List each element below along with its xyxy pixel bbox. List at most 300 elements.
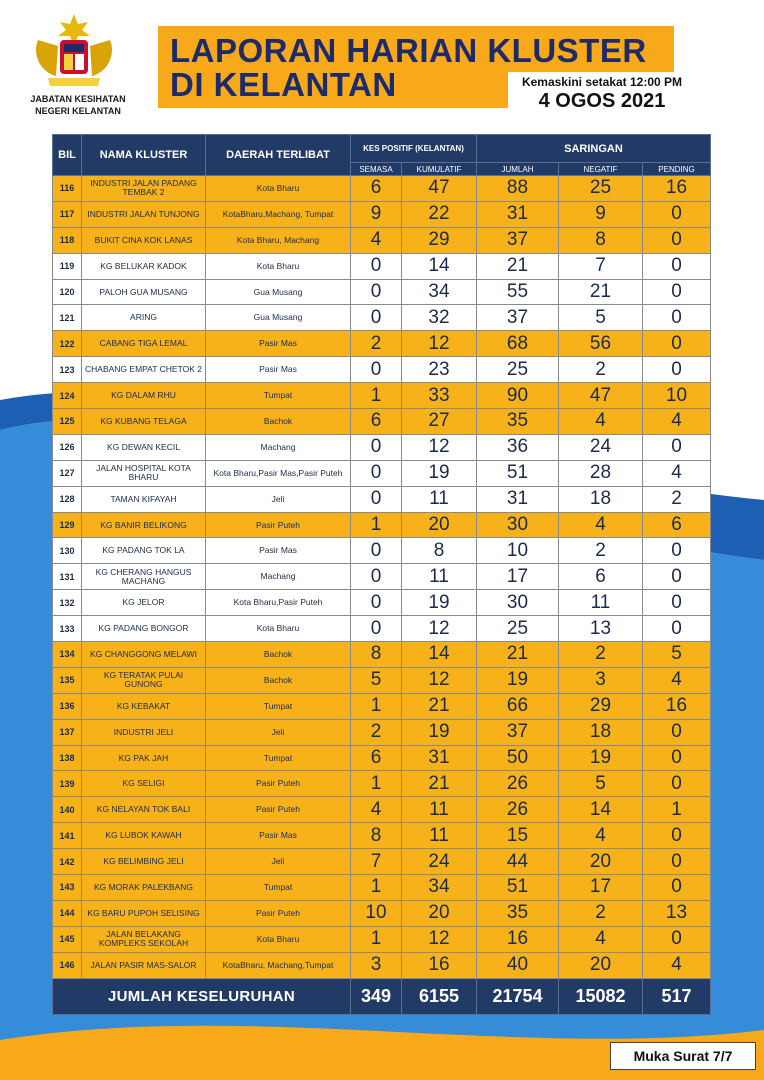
- cell-semasa: 1: [351, 512, 402, 538]
- table-row: [53, 667, 711, 693]
- cell-bil: 140: [53, 797, 82, 823]
- cell-bil: 127: [53, 460, 82, 486]
- cell-jumlah: 37: [477, 719, 559, 745]
- cell-pending: 0: [643, 849, 711, 875]
- cell-kumulatif: 19: [402, 719, 477, 745]
- cell-jumlah: 37: [477, 305, 559, 331]
- cell-pending: 5: [643, 642, 711, 668]
- cell-semasa: 6: [351, 745, 402, 771]
- table-row: [53, 771, 711, 797]
- cell-semasa: 2: [351, 331, 402, 357]
- cell-negatif: 18: [559, 486, 643, 512]
- cell-pending: 0: [643, 719, 711, 745]
- cell-nama-kluster: KG LUBOK KAWAH: [82, 823, 206, 849]
- table-row: [53, 926, 711, 952]
- table-row: [53, 331, 711, 357]
- cell-kumulatif: 23: [402, 357, 477, 383]
- table-row: [53, 875, 711, 901]
- cell-nama-kluster: KG NELAYAN TOK BALI: [82, 797, 206, 823]
- cell-daerah: Pasir Mas: [206, 331, 351, 357]
- cell-daerah: Tumpat: [206, 693, 351, 719]
- total-negatif: 15082: [559, 978, 643, 1014]
- update-date: 4 OGOS 2021: [538, 90, 666, 112]
- cell-nama-kluster: KG MORAK PALEKBANG: [82, 875, 206, 901]
- total-semasa: 349: [351, 978, 402, 1014]
- cell-negatif: 2: [559, 357, 643, 383]
- cell-pending: 16: [643, 176, 711, 202]
- cell-semasa: 0: [351, 564, 402, 590]
- cell-kumulatif: 21: [402, 693, 477, 719]
- cell-bil: 146: [53, 952, 82, 978]
- cell-daerah: Tumpat: [206, 875, 351, 901]
- cell-kumulatif: 14: [402, 253, 477, 279]
- cell-nama-kluster: KG SELIGI: [82, 771, 206, 797]
- cell-kumulatif: 12: [402, 434, 477, 460]
- cell-jumlah: 68: [477, 331, 559, 357]
- cell-bil: 118: [53, 227, 82, 253]
- cell-semasa: 0: [351, 538, 402, 564]
- cell-semasa: 6: [351, 409, 402, 435]
- table-row: [53, 952, 711, 978]
- table-row: [53, 512, 711, 538]
- cell-bil: 125: [53, 409, 82, 435]
- cell-bil: 116: [53, 176, 82, 202]
- cell-pending: 0: [643, 227, 711, 253]
- cell-kumulatif: 34: [402, 279, 477, 305]
- cell-negatif: 4: [559, 512, 643, 538]
- cell-daerah: Kota Bharu: [206, 253, 351, 279]
- cell-negatif: 4: [559, 823, 643, 849]
- cell-nama-kluster: KG KUBANG TELAGA: [82, 409, 206, 435]
- cell-daerah: Kota Bharu,Pasir Mas,Pasir Puteh: [206, 460, 351, 486]
- cell-kumulatif: 19: [402, 460, 477, 486]
- cluster-table: [52, 134, 711, 1015]
- cell-pending: 0: [643, 538, 711, 564]
- table-row: [53, 616, 711, 642]
- table-row: [53, 460, 711, 486]
- cell-nama-kluster: JALAN PASIR MAS-SALOR: [82, 952, 206, 978]
- cell-jumlah: 31: [477, 201, 559, 227]
- cell-bil: 142: [53, 849, 82, 875]
- cell-kumulatif: 11: [402, 564, 477, 590]
- table-row: [53, 434, 711, 460]
- update-info: [508, 72, 696, 118]
- cell-pending: 0: [643, 875, 711, 901]
- cell-kumulatif: 22: [402, 201, 477, 227]
- cell-kumulatif: 12: [402, 926, 477, 952]
- cell-kumulatif: 14: [402, 642, 477, 668]
- cell-negatif: 29: [559, 693, 643, 719]
- cell-nama-kluster: KG BANIR BELIKONG: [82, 512, 206, 538]
- totals-row: [53, 978, 711, 1014]
- cell-bil: 119: [53, 253, 82, 279]
- cell-pending: 1: [643, 797, 711, 823]
- cell-bil: 135: [53, 667, 82, 693]
- table-row: [53, 176, 711, 202]
- cell-pending: 0: [643, 745, 711, 771]
- cell-jumlah: 25: [477, 357, 559, 383]
- cell-bil: 136: [53, 693, 82, 719]
- header-pending: PENDING: [643, 163, 711, 176]
- cell-negatif: 6: [559, 564, 643, 590]
- cell-pending: 6: [643, 512, 711, 538]
- cell-nama-kluster: KG BARU PUPOH SELISING: [82, 900, 206, 926]
- cell-semasa: 0: [351, 305, 402, 331]
- cell-semasa: 7: [351, 849, 402, 875]
- cell-negatif: 9: [559, 201, 643, 227]
- cell-negatif: 14: [559, 797, 643, 823]
- cell-bil: 124: [53, 383, 82, 409]
- cell-pending: 0: [643, 926, 711, 952]
- cell-kumulatif: 27: [402, 409, 477, 435]
- cell-kumulatif: 32: [402, 305, 477, 331]
- cell-nama-kluster: KG PADANG BONGOR: [82, 616, 206, 642]
- cell-semasa: 0: [351, 486, 402, 512]
- cell-negatif: 47: [559, 383, 643, 409]
- table-row: [53, 745, 711, 771]
- cell-jumlah: 90: [477, 383, 559, 409]
- cell-nama-kluster: INDUSTRI JALAN TUNJONG: [82, 201, 206, 227]
- table-row: [53, 409, 711, 435]
- header-bil: BIL: [53, 135, 82, 176]
- cell-semasa: 0: [351, 460, 402, 486]
- cell-pending: 0: [643, 434, 711, 460]
- cell-semasa: 0: [351, 434, 402, 460]
- cell-bil: 122: [53, 331, 82, 357]
- cell-daerah: Pasir Puteh: [206, 900, 351, 926]
- header-daerah-terlibat: DAERAH TERLIBAT: [206, 135, 351, 176]
- cell-semasa: 9: [351, 201, 402, 227]
- table-row: [53, 900, 711, 926]
- cell-semasa: 4: [351, 227, 402, 253]
- cell-semasa: 8: [351, 823, 402, 849]
- cell-daerah: Pasir Puteh: [206, 771, 351, 797]
- cell-negatif: 4: [559, 409, 643, 435]
- cell-daerah: Gua Musang: [206, 305, 351, 331]
- cell-semasa: 6: [351, 176, 402, 202]
- cell-semasa: 1: [351, 693, 402, 719]
- cell-jumlah: 50: [477, 745, 559, 771]
- cell-bil: 120: [53, 279, 82, 305]
- cell-semasa: 0: [351, 590, 402, 616]
- cell-pending: 0: [643, 331, 711, 357]
- cell-jumlah: 21: [477, 253, 559, 279]
- cell-nama-kluster: PALOH GUA MUSANG: [82, 279, 206, 305]
- cell-bil: 145: [53, 926, 82, 952]
- cell-bil: 133: [53, 616, 82, 642]
- cell-nama-kluster: KG KEBAKAT: [82, 693, 206, 719]
- table-row: [53, 797, 711, 823]
- cell-negatif: 17: [559, 875, 643, 901]
- cell-negatif: 20: [559, 952, 643, 978]
- header-nama-kluster: NAMA KLUSTER: [82, 135, 206, 176]
- cell-jumlah: 66: [477, 693, 559, 719]
- cell-kumulatif: 20: [402, 900, 477, 926]
- cell-daerah: Jeli: [206, 486, 351, 512]
- cell-nama-kluster: KG JELOR: [82, 590, 206, 616]
- cell-jumlah: 26: [477, 797, 559, 823]
- cell-negatif: 13: [559, 616, 643, 642]
- cell-daerah: Pasir Puteh: [206, 797, 351, 823]
- cell-nama-kluster: BUKIT CINA KOK LANAS: [82, 227, 206, 253]
- cell-daerah: Pasir Mas: [206, 823, 351, 849]
- cell-nama-kluster: KG CHANGGONG MELAWI: [82, 642, 206, 668]
- cell-negatif: 2: [559, 900, 643, 926]
- cell-daerah: Pasir Mas: [206, 357, 351, 383]
- cell-semasa: 10: [351, 900, 402, 926]
- cell-nama-kluster: TAMAN KIFAYAH: [82, 486, 206, 512]
- table-row: [53, 253, 711, 279]
- cell-bil: 117: [53, 201, 82, 227]
- cell-negatif: 28: [559, 460, 643, 486]
- cell-pending: 0: [643, 253, 711, 279]
- cell-jumlah: 35: [477, 409, 559, 435]
- agency-line-1: JABATAN KESIHATAN: [30, 94, 126, 104]
- cell-negatif: 11: [559, 590, 643, 616]
- cell-bil: 132: [53, 590, 82, 616]
- cell-jumlah: 51: [477, 875, 559, 901]
- cell-bil: 129: [53, 512, 82, 538]
- cell-semasa: 0: [351, 616, 402, 642]
- cell-jumlah: 30: [477, 590, 559, 616]
- title-line-1: LAPORAN HARIAN KLUSTER: [170, 32, 647, 69]
- header-semasa: SEMASA: [351, 163, 402, 176]
- cell-jumlah: 40: [477, 952, 559, 978]
- cell-negatif: 25: [559, 176, 643, 202]
- cell-nama-kluster: JALAN HOSPITAL KOTA BHARU: [82, 460, 206, 486]
- table-row: [53, 693, 711, 719]
- cell-jumlah: 31: [477, 486, 559, 512]
- cell-kumulatif: 34: [402, 875, 477, 901]
- cell-bil: 139: [53, 771, 82, 797]
- cell-negatif: 20: [559, 849, 643, 875]
- cell-daerah: Jeli: [206, 849, 351, 875]
- cell-semasa: 1: [351, 771, 402, 797]
- cell-jumlah: 35: [477, 900, 559, 926]
- cell-daerah: Bachok: [206, 667, 351, 693]
- cell-pending: 0: [643, 564, 711, 590]
- cell-kumulatif: 19: [402, 590, 477, 616]
- cell-bil: 121: [53, 305, 82, 331]
- cell-negatif: 2: [559, 642, 643, 668]
- cell-jumlah: 26: [477, 771, 559, 797]
- cell-pending: 0: [643, 201, 711, 227]
- cell-jumlah: 36: [477, 434, 559, 460]
- cell-pending: 4: [643, 409, 711, 435]
- cell-pending: 13: [643, 900, 711, 926]
- cell-daerah: Gua Musang: [206, 279, 351, 305]
- cell-kumulatif: 21: [402, 771, 477, 797]
- cell-jumlah: 21: [477, 642, 559, 668]
- table-row: [53, 642, 711, 668]
- cell-jumlah: 15: [477, 823, 559, 849]
- state-crest-logo: [28, 10, 120, 90]
- cell-semasa: 2: [351, 719, 402, 745]
- cell-kumulatif: 12: [402, 667, 477, 693]
- cell-nama-kluster: KG TERATAK PULAI GUNONG: [82, 667, 206, 693]
- cell-semasa: 0: [351, 357, 402, 383]
- cell-nama-kluster: INDUSTRI JELI: [82, 719, 206, 745]
- agency-line-2: NEGERI KELANTAN: [35, 106, 121, 116]
- cluster-table-container: [52, 134, 710, 1015]
- cell-daerah: Machang: [206, 564, 351, 590]
- cell-daerah: Kota Bharu: [206, 176, 351, 202]
- cell-jumlah: 44: [477, 849, 559, 875]
- table-row: [53, 201, 711, 227]
- cell-daerah: Pasir Puteh: [206, 512, 351, 538]
- table-body: [53, 176, 711, 979]
- header-saringan: SARINGAN: [477, 135, 711, 163]
- cell-negatif: 21: [559, 279, 643, 305]
- cell-bil: 126: [53, 434, 82, 460]
- table-row: [53, 823, 711, 849]
- cell-pending: 16: [643, 693, 711, 719]
- cell-negatif: 56: [559, 331, 643, 357]
- cell-negatif: 3: [559, 667, 643, 693]
- cell-nama-kluster: CHABANG EMPAT CHETOK 2: [82, 357, 206, 383]
- cell-negatif: 19: [559, 745, 643, 771]
- cell-jumlah: 25: [477, 616, 559, 642]
- cell-kumulatif: 20: [402, 512, 477, 538]
- cell-bil: 123: [53, 357, 82, 383]
- header-negatif: NEGATIF: [559, 163, 643, 176]
- cell-bil: 144: [53, 900, 82, 926]
- cell-pending: 4: [643, 667, 711, 693]
- cell-pending: 10: [643, 383, 711, 409]
- cell-negatif: 24: [559, 434, 643, 460]
- cell-pending: 0: [643, 357, 711, 383]
- cell-negatif: 5: [559, 305, 643, 331]
- page-number: Muka Surat 7/7: [610, 1042, 756, 1070]
- cell-semasa: 1: [351, 926, 402, 952]
- cell-semasa: 3: [351, 952, 402, 978]
- table-row: [53, 719, 711, 745]
- cell-negatif: 7: [559, 253, 643, 279]
- table-row: [53, 486, 711, 512]
- cell-nama-kluster: JALAN BELAKANG KOMPLEKS SEKOLAH: [82, 926, 206, 952]
- table-row: [53, 590, 711, 616]
- cell-kumulatif: 12: [402, 616, 477, 642]
- table-row: [53, 227, 711, 253]
- cell-negatif: 5: [559, 771, 643, 797]
- cell-negatif: 2: [559, 538, 643, 564]
- cell-pending: 0: [643, 590, 711, 616]
- cell-daerah: Kota Bharu, Machang: [206, 227, 351, 253]
- cell-kumulatif: 33: [402, 383, 477, 409]
- cell-daerah: Machang: [206, 434, 351, 460]
- cell-jumlah: 10: [477, 538, 559, 564]
- header-kumulatif: KUMULATIF: [402, 163, 477, 176]
- cell-kumulatif: 11: [402, 486, 477, 512]
- cell-nama-kluster: INDUSTRI JALAN PADANG TEMBAK 2: [82, 176, 206, 202]
- cell-semasa: 1: [351, 383, 402, 409]
- cell-jumlah: 19: [477, 667, 559, 693]
- cell-kumulatif: 11: [402, 797, 477, 823]
- total-jumlah: 21754: [477, 978, 559, 1014]
- cell-daerah: Jeli: [206, 719, 351, 745]
- cell-semasa: 1: [351, 875, 402, 901]
- cell-kumulatif: 29: [402, 227, 477, 253]
- cell-jumlah: 17: [477, 564, 559, 590]
- table-row: [53, 538, 711, 564]
- cell-nama-kluster: KG BELUKAR KADOK: [82, 253, 206, 279]
- cell-kumulatif: 31: [402, 745, 477, 771]
- cell-daerah: Pasir Mas: [206, 538, 351, 564]
- cell-bil: 134: [53, 642, 82, 668]
- cell-kumulatif: 11: [402, 823, 477, 849]
- cell-nama-kluster: KG DEWAN KECIL: [82, 434, 206, 460]
- cell-negatif: 18: [559, 719, 643, 745]
- cell-bil: 143: [53, 875, 82, 901]
- cell-pending: 0: [643, 823, 711, 849]
- table-row: [53, 279, 711, 305]
- cell-jumlah: 37: [477, 227, 559, 253]
- cell-bil: 137: [53, 719, 82, 745]
- header-kes-positif: KES POSITIF (KELANTAN): [351, 135, 477, 163]
- cell-pending: 0: [643, 305, 711, 331]
- table-row: [53, 564, 711, 590]
- cell-jumlah: 16: [477, 926, 559, 952]
- cell-bil: 130: [53, 538, 82, 564]
- cell-daerah: Kota Bharu: [206, 926, 351, 952]
- cell-daerah: KotaBharu,Machang, Tumpat: [206, 201, 351, 227]
- update-label: Kemaskini setakat 12:00 PM: [521, 75, 683, 89]
- cell-bil: 138: [53, 745, 82, 771]
- cell-semasa: 5: [351, 667, 402, 693]
- cell-semasa: 4: [351, 797, 402, 823]
- table-row: [53, 305, 711, 331]
- cell-kumulatif: 16: [402, 952, 477, 978]
- cell-jumlah: 88: [477, 176, 559, 202]
- cell-bil: 128: [53, 486, 82, 512]
- cell-jumlah: 30: [477, 512, 559, 538]
- cell-daerah: Kota Bharu,Pasir Puteh: [206, 590, 351, 616]
- cell-kumulatif: 12: [402, 331, 477, 357]
- cell-negatif: 8: [559, 227, 643, 253]
- title-line-2: DI KELANTAN: [170, 66, 397, 103]
- cell-pending: 2: [643, 486, 711, 512]
- cell-daerah: Tumpat: [206, 383, 351, 409]
- cell-pending: 0: [643, 771, 711, 797]
- cell-pending: 4: [643, 952, 711, 978]
- cell-semasa: 0: [351, 279, 402, 305]
- cell-daerah: Kota Bharu: [206, 616, 351, 642]
- cell-pending: 0: [643, 279, 711, 305]
- cell-daerah: Tumpat: [206, 745, 351, 771]
- cell-pending: 4: [643, 460, 711, 486]
- agency-name: [8, 93, 148, 117]
- totals-label: JUMLAH KESELURUHAN: [53, 978, 351, 1014]
- cell-kumulatif: 8: [402, 538, 477, 564]
- table-row: [53, 357, 711, 383]
- cell-daerah: KotaBharu, Machang,Tumpat: [206, 952, 351, 978]
- cell-nama-kluster: KG DALAM RHU: [82, 383, 206, 409]
- cell-negatif: 4: [559, 926, 643, 952]
- cell-nama-kluster: CABANG TIGA LEMAL: [82, 331, 206, 357]
- cell-daerah: Bachok: [206, 409, 351, 435]
- cell-kumulatif: 47: [402, 176, 477, 202]
- cell-bil: 131: [53, 564, 82, 590]
- cell-nama-kluster: KG PAK JAH: [82, 745, 206, 771]
- cell-nama-kluster: KG PADANG TOK LA: [82, 538, 206, 564]
- cell-pending: 0: [643, 616, 711, 642]
- table-row: [53, 849, 711, 875]
- header-jumlah: JUMLAH: [477, 163, 559, 176]
- cell-semasa: 8: [351, 642, 402, 668]
- total-kumulatif: 6155: [402, 978, 477, 1014]
- cell-semasa: 0: [351, 253, 402, 279]
- cell-jumlah: 55: [477, 279, 559, 305]
